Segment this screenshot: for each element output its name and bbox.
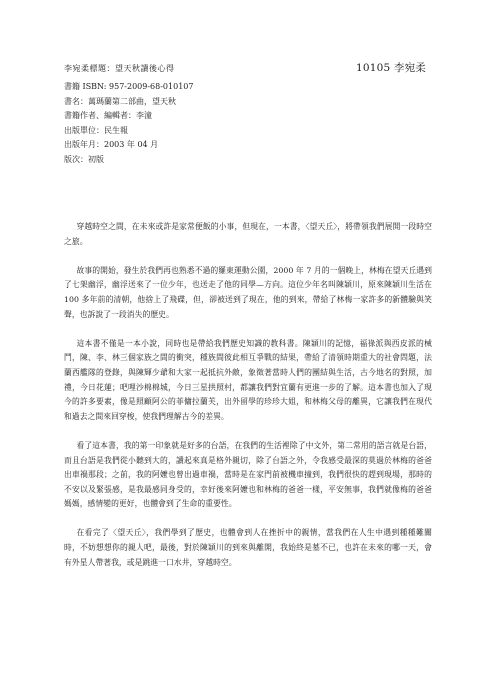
paragraph-conclusion: 在看完了〈望天丘〉，我們學到了歷史，也體會到人在挫折中的親情，當我們在人生中遇到種種難關時，不妨想想你的親人吧，最後，對於陳穎川的到來與離開，我始終是墓不已，也許在未來的哪一天，會有外星人帶著我，或是跳進一口水井，穿越時空。 xyxy=(64,528,432,567)
paragraph-history: 這本書不僅是一本小說，同時也是帶給我們歷史知識的教科書。陳穎川的記憶，福祿派與西皮派的械鬥，陳、李、林三個家族之間的衝突，種族間彼此相互爭戰的結果，帶給了清領時期重大的社會問題，法蘭西艦隊的登錄，與陳輝少爺和大家一起抵抗外敵，象徵著當時人們的團結與生活，古今地名的對照，加禮，今日花蓮；吧哩沙棉棉城，今日三星拱照村，都讓我們對宜蘭有更進一步的了解。這本書也加入了現今的許多要素，像是照顧阿公的菲傭拉蘭芙，出外留學的珍珍大姐，和林梅父母的離異，它讓我們在現代和過去之間來回穿梭，使我們理解古今的差異。 xyxy=(64,338,432,421)
header xyxy=(64,60,430,75)
report-title: 李宛柔標題：望天秋讀後心得 xyxy=(64,64,175,73)
meta-publish-date: 出版年月：2003 年 04 月 xyxy=(64,140,159,149)
meta-author: 書籍作者、編輯者：李潼 xyxy=(64,111,152,120)
book-metadata xyxy=(64,80,193,167)
essay-body xyxy=(64,220,432,585)
meta-isbn: 書籍 ISBN: 957-2009-68-010107 xyxy=(64,82,194,91)
student-name: 10105 李宛柔 xyxy=(355,62,426,74)
paragraph-intro: 穿越時空之間，在未來或許是家常便飯的小事，但現在，一本書，〈望天丘〉，將帶領我們展開一段時空之旅。 xyxy=(64,222,432,246)
paragraph-story: 故事的開始，發生於我們再也熟悉不過的羅東運動公園，2000 年 7 月的一個晚上，林梅在望天丘遇到了七架幽浮，幽浮送來了一位少年，也送走了他的同學—方向。這位少年名叫陳穎川，原來陳穎川生活在 100 多年前的清朝，他捨上了飛碟，但，卻被送到了現在，他的到來，帶給了林梅一家許多的新體驗與笑聲，也訴說了一段消失的歷史。 xyxy=(64,265,432,319)
meta-edition: 版次：初版 xyxy=(64,154,104,164)
meta-publisher: 出版單位：民生報 xyxy=(64,125,128,135)
paragraph-impression: 看了這本書，我的第一印象就是好多的台語，在我們的生活裡除了中文外，第二常用的語言就是台語，而且台語是我們從小聽到大的，讀起來真是格外親切，除了台語之外，令我感受最深的莫過於林梅的爸爸出車禍那段；之前，我的阿嬤也曾出過車禍，當時是在家門前被機車撞到，我們很快的趕到現場，那時的不安以及緊張感，是我最感同身受的，幸好後來阿嬤也和林梅的爸爸一樣，平安無事，我們就像梅的爸爸媽媽，感情變的更好，也體會到了生命的重要性。 xyxy=(64,440,432,509)
meta-book-title: 書名：萬瑪蘭第二部曲，望天秋 xyxy=(64,96,176,106)
